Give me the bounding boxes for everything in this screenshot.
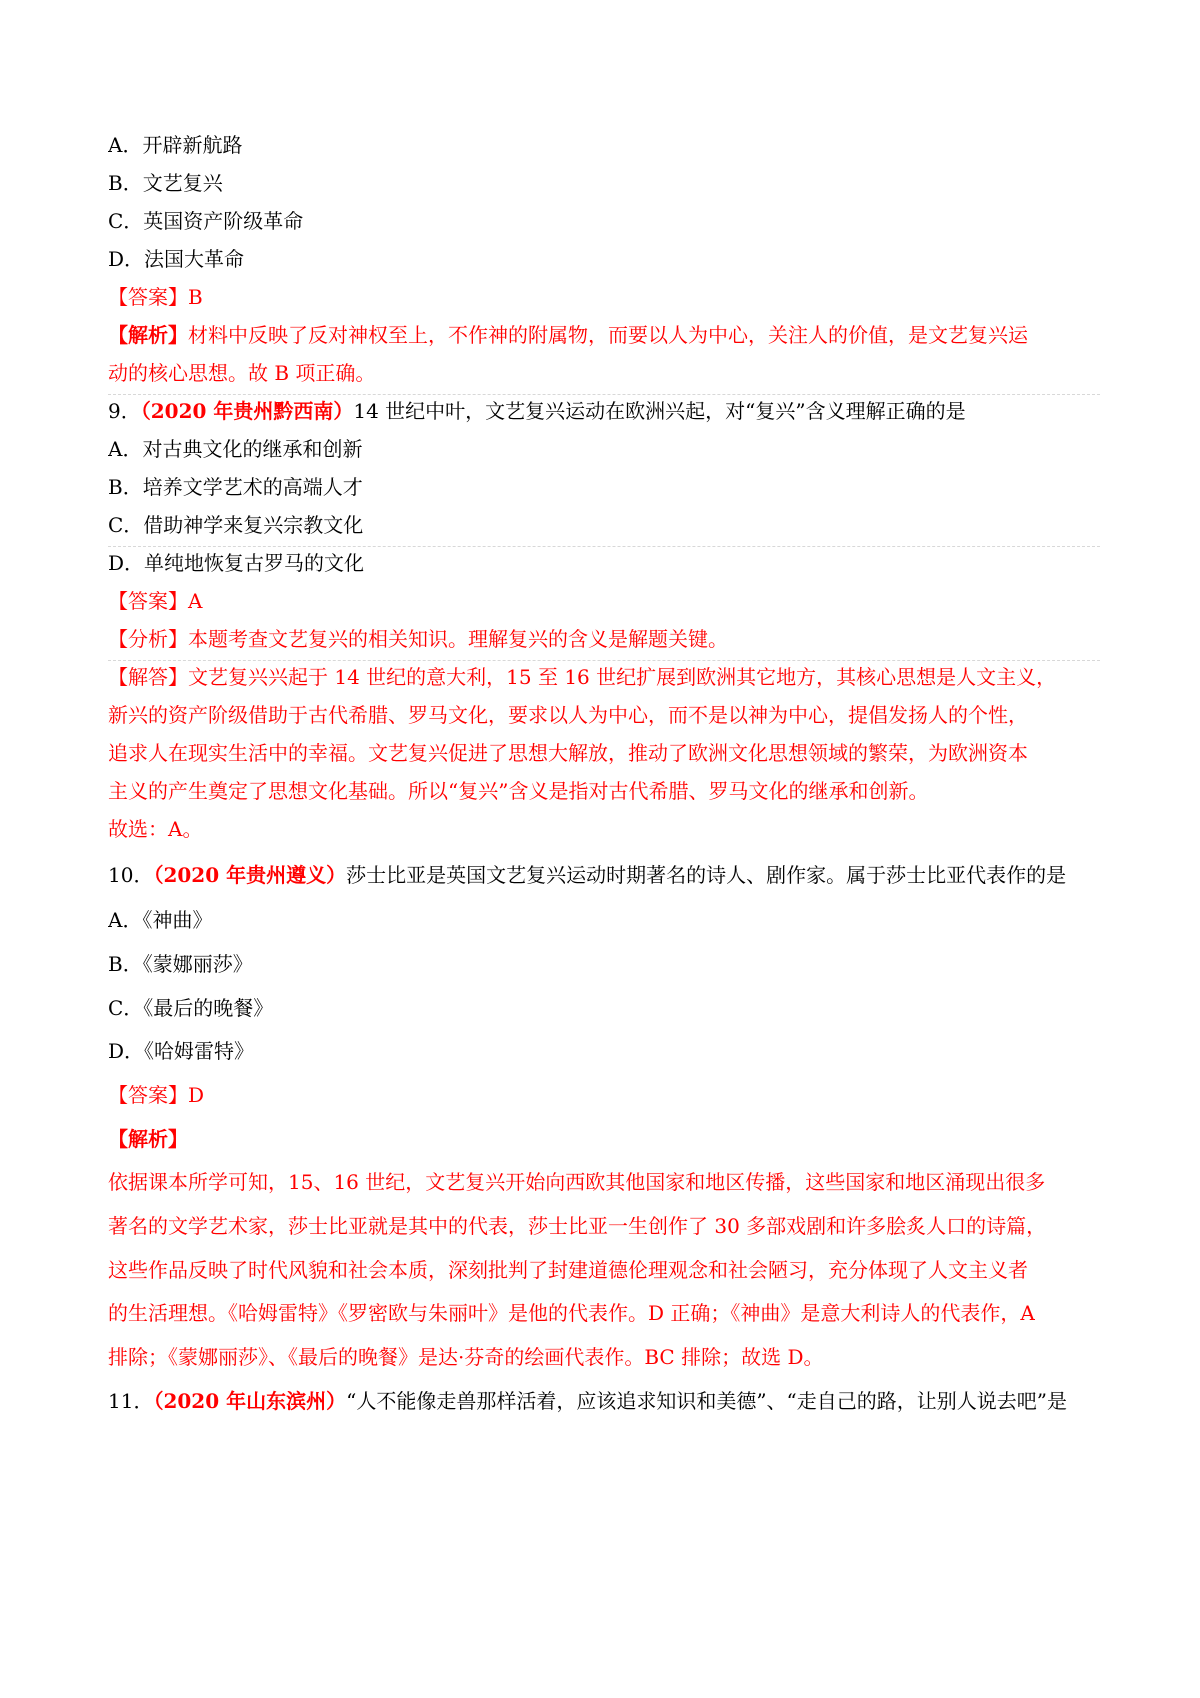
q9-jieda-line-3: 追求人在现实生活中的幸福。文艺复兴促进了思想大解放，推动了欧洲文化思想领域的繁荣，为欧洲资本 <box>108 741 1028 765</box>
q11-stem-line <box>108 1387 1100 1415</box>
q9-option-c: C．借助神学来复兴宗教文化 <box>108 513 364 537</box>
q8-option-c: C．英国资产阶级革命 <box>108 209 304 233</box>
q10-stem-line <box>108 861 1100 889</box>
q9-number: 9． <box>108 399 141 423</box>
q8-option-d: D．法国大革命 <box>108 247 245 271</box>
q9-jieda-line-2: 新兴的资产阶级借助于古代希腊、罗马文化，要求以人为中心，而不是以神为中心，提倡发扬人的个性， <box>108 703 1028 727</box>
q9-choice: 故选：A。 <box>108 817 203 841</box>
q8-option-b: B．文艺复兴 <box>108 171 223 195</box>
q8-answer: 【答案】B <box>108 285 203 309</box>
q10-stem: 莎士比亚是英国文艺复兴运动时期著名的诗人、剧作家。属于莎士比亚代表作的是 <box>346 863 1067 887</box>
q9-source: （2020 年贵州黔西南） <box>140 399 354 423</box>
q10-analysis-line-2: 著名的文学艺术家，莎士比亚就是其中的代表，莎士比亚一生创作了 30 多部戏剧和许多脍炙人口的诗篇， <box>108 1214 1047 1238</box>
divider <box>108 394 1100 395</box>
q9-jieda-line-4: 主义的产生奠定了思想文化基础。所以“复兴”含义是指对古代希腊、罗马文化的继承和创新。 <box>108 779 929 803</box>
q8-option-a: A．开辟新航路 <box>108 133 243 157</box>
q9-option-b: B．培养文学艺术的高端人才 <box>108 475 363 499</box>
q10-analysis-line-1: 依据课本所学可知，15、16 世纪，文艺复兴开始向西欧其他国家和地区传播，这些国家和地区涌现出很多 <box>108 1170 1046 1194</box>
q9-option-a: A．对古典文化的继承和创新 <box>108 437 363 461</box>
q8-analysis-label: 【解析】 <box>108 323 188 347</box>
q9-stem: 14 世纪中叶，文艺复兴运动在欧洲兴起，对“复兴”含义理解正确的是 <box>353 399 966 423</box>
q10-option-c: C．《最后的晚餐》 <box>108 996 274 1020</box>
q8-analysis-line-1 <box>108 321 1100 349</box>
q10-option-d: D．《哈姆雷特》 <box>108 1039 255 1063</box>
q9-stem-line <box>108 397 1100 425</box>
q10-source: （2020 年贵州遵义） <box>153 863 347 887</box>
q10-number: 10． <box>108 863 154 887</box>
q10-option-b: B．《蒙娜丽莎》 <box>108 952 253 976</box>
q9-option-d: D．单纯地恢复古罗马的文化 <box>108 551 365 575</box>
q9-answer: 【答案】A <box>108 589 203 613</box>
q11-number: 11． <box>108 1389 154 1413</box>
q9-jieda-text: 文艺复兴兴起于 14 世纪的意大利，15 至 16 世纪扩展到欧洲其它地方，其核心思想是人文主义， <box>188 665 1057 689</box>
q9-fenxi: 【分析】本题考查文艺复兴的相关知识。理解复兴的含义是解题关键。 <box>108 627 728 651</box>
q8-analysis-text: 材料中反映了反对神权至上，不作神的附属物，而要以人为中心，关注人的价值，是文艺复兴运 <box>188 323 1028 347</box>
q10-analysis-line-5: 排除；《蒙娜丽莎》、《最后的晚餐》是达·芬奇的绘画代表作。BC 排除；故选 D。 <box>108 1345 824 1369</box>
q10-option-a: A．《神曲》 <box>108 908 213 932</box>
q10-answer: 【答案】D <box>108 1083 205 1107</box>
q9-jieda-line-1 <box>108 663 1100 691</box>
q11-source: （2020 年山东滨州） <box>153 1389 347 1413</box>
q11-stem: “人不能像走兽那样活着，应该追求知识和美德”、“走自己的路，让别人说去吧”是 <box>346 1389 1067 1413</box>
divider <box>108 660 1100 661</box>
q9-jieda-label: 【解答】 <box>108 665 188 689</box>
q10-analysis-label: 【解析】 <box>108 1127 188 1151</box>
q10-analysis-line-3: 这些作品反映了时代风貌和社会本质，深刻批判了封建道德伦理观念和社会陋习，充分体现了人文主义者 <box>108 1258 1028 1282</box>
q8-analysis-line-2: 动的核心思想。故 B 项正确。 <box>108 361 376 385</box>
q10-analysis-line-4: 的生活理想。《哈姆雷特》《罗密欧与朱丽叶》是他的代表作。D 正确；《神曲》是意大利诗人的代表作，A <box>108 1301 1035 1325</box>
divider <box>108 546 1100 547</box>
